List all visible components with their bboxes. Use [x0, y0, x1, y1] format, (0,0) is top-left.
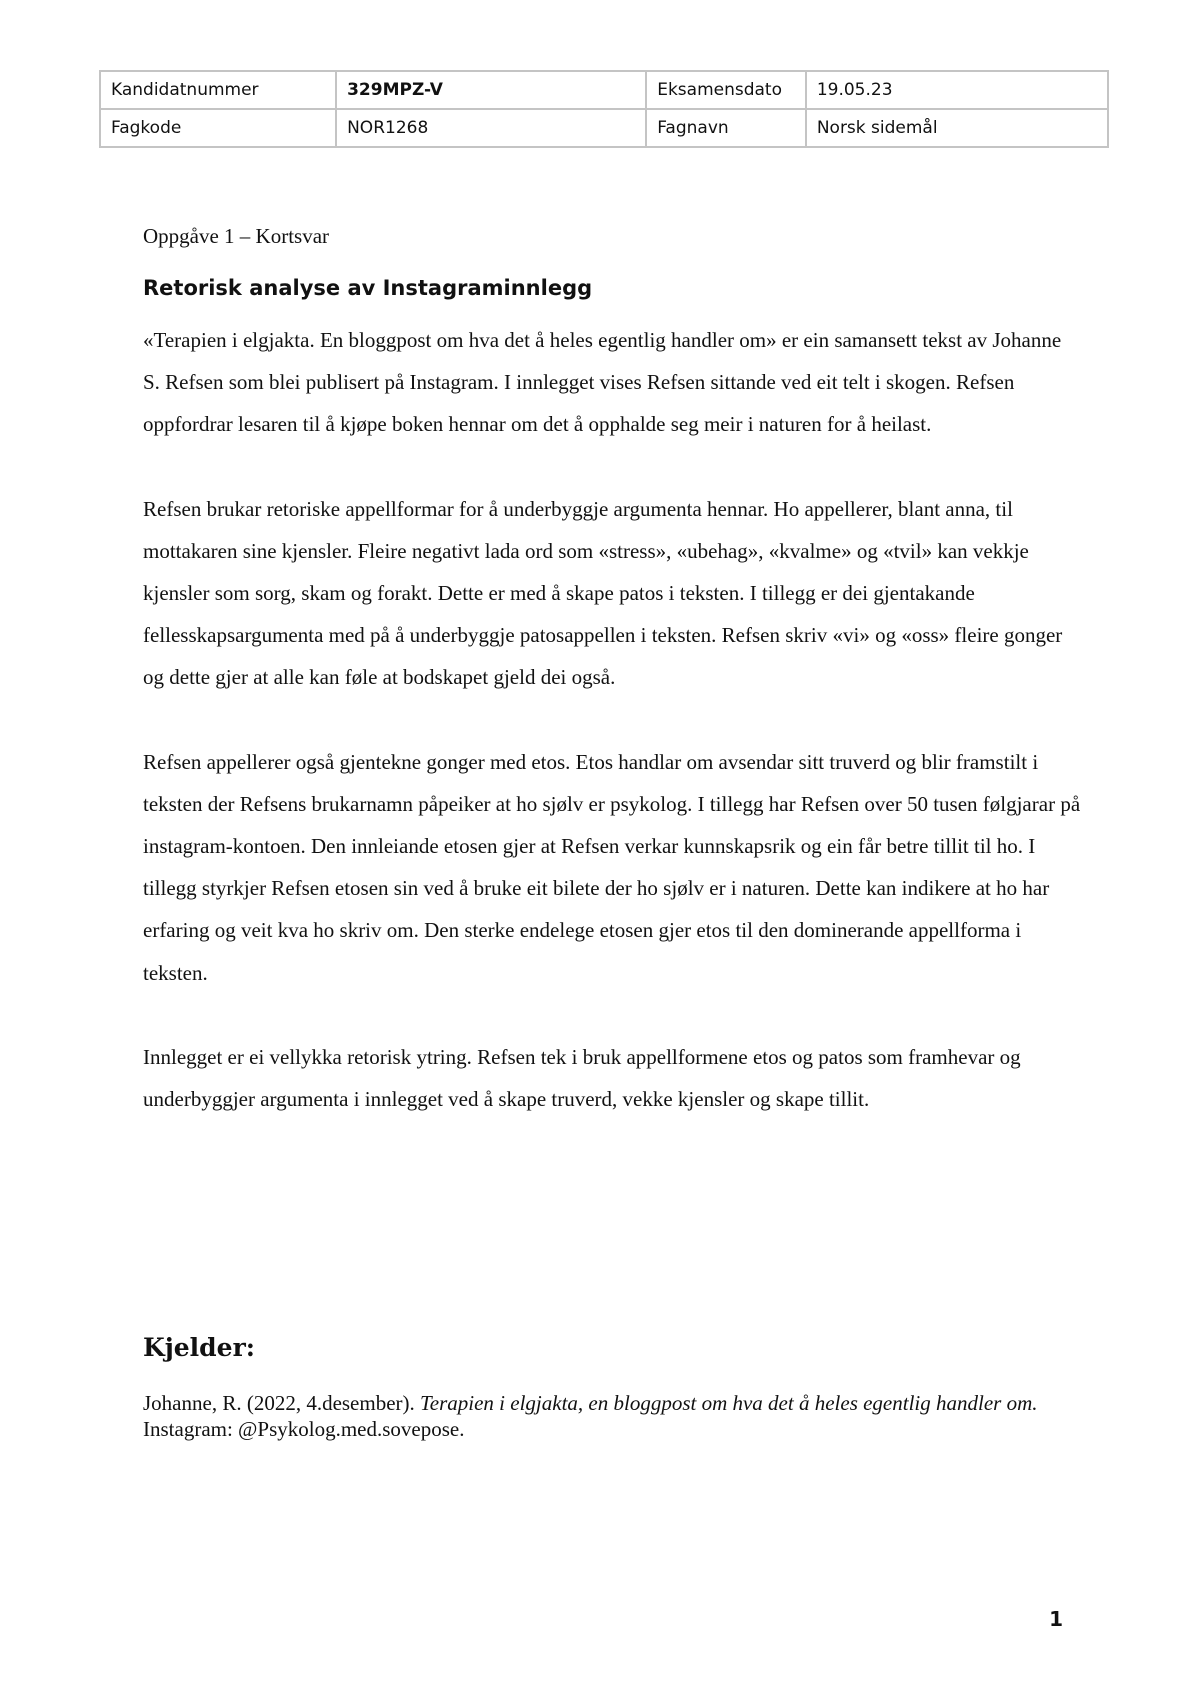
subject-name-value: Norsk sidemål: [806, 109, 1108, 147]
candidate-number-label: Kandidatnummer: [100, 71, 336, 109]
paragraph: Refsen brukar retoriske appellformar for å underbyggje argumenta hennar. Ho appellerer, blant anna, til mottakaren sine kjensler. Fleire negativt lada ord som «stress», «ubehag», «kvalme» og «tvil» kan vekkje kjensler som sorg, skam og forakt. Dette er med å skape patos i teksten. I tillegg er dei gjentakande fellesskapsargumenta med på å underbyggje patosappellen i teksten. Refsen skriv «vi» og «oss» fleire gonger og dette gjer at alle kan føle at bodskapet gjeld dei også.: [143, 496, 1063, 690]
paragraph: Refsen appellerer også gjentekne gonger med etos. Etos handlar om avsendar sitt truverd og blir framstilt i teksten der Refsens brukarnamn påpeiker at ho sjølv er psykolog. I tillegg har Refsen over 50 tusen følgjarar på instagram-kontoen. Den innleiande etosen gjer at Refsen verkar kunnskapsrik og ein får betre tillit til ho. I tillegg styrkjer Refsen etosen sin ved å bruke eit bilete der ho sjølv er i naturen. Dette kan indikere at ho har erfaring og veit kva ho skriv om. Den sterke endelege etosen gjer etos til den dominerande appellforma i teksten.: [143, 749, 1081, 985]
document-title: Retorisk analyse av Instagraminnlegg: [143, 276, 593, 300]
sources-heading: Kjelder:: [143, 1333, 255, 1362]
page-number: 1: [1049, 1607, 1063, 1631]
subject-code-value: NOR1268: [336, 109, 646, 147]
table-row: [100, 109, 1108, 147]
reference-entry: [143, 1390, 1083, 1442]
task-heading: Oppgåve 1 – Kortsvar: [143, 224, 330, 248]
reference-title: Terapien i elgjakta, en bloggpost om hva det å heles egentlig handler om.: [420, 1391, 1038, 1415]
subject-code-label: Fagkode: [100, 109, 336, 147]
document-body: [143, 215, 1083, 1441]
body-text: [143, 319, 1083, 1120]
paragraph: Innlegget er ei vellykka retorisk ytring. Refsen tek i bruk appellformene etos og patos som framhevar og underbyggjer argumenta i innlegget ved å skape truverd, vekke kjensler og skape tillit.: [143, 1044, 1021, 1112]
exam-date-label: Eksamensdato: [646, 71, 806, 109]
table-row: [100, 71, 1108, 109]
candidate-number-value: 329MPZ-V: [336, 71, 646, 109]
subject-name-label: Fagnavn: [646, 109, 806, 147]
exam-info-table: [99, 70, 1109, 148]
exam-date-value: 19.05.23: [806, 71, 1108, 109]
reference-prefix: Johanne, R. (2022, 4.desember).: [143, 1391, 421, 1415]
reference-suffix: Instagram: @Psykolog.med.sovepose.: [143, 1417, 465, 1441]
paragraph: «Terapien i elgjakta. En bloggpost om hva det å heles egentlig handler om» er ein samansett tekst av Johanne S. Refsen som blei publisert på Instagram. I innlegget vises Refsen sittande ved eit telt i skogen. Refsen oppfordrar lesaren til å kjøpe boken hennar om det å opphalde seg meir i naturen for å heilast.: [143, 328, 1062, 437]
